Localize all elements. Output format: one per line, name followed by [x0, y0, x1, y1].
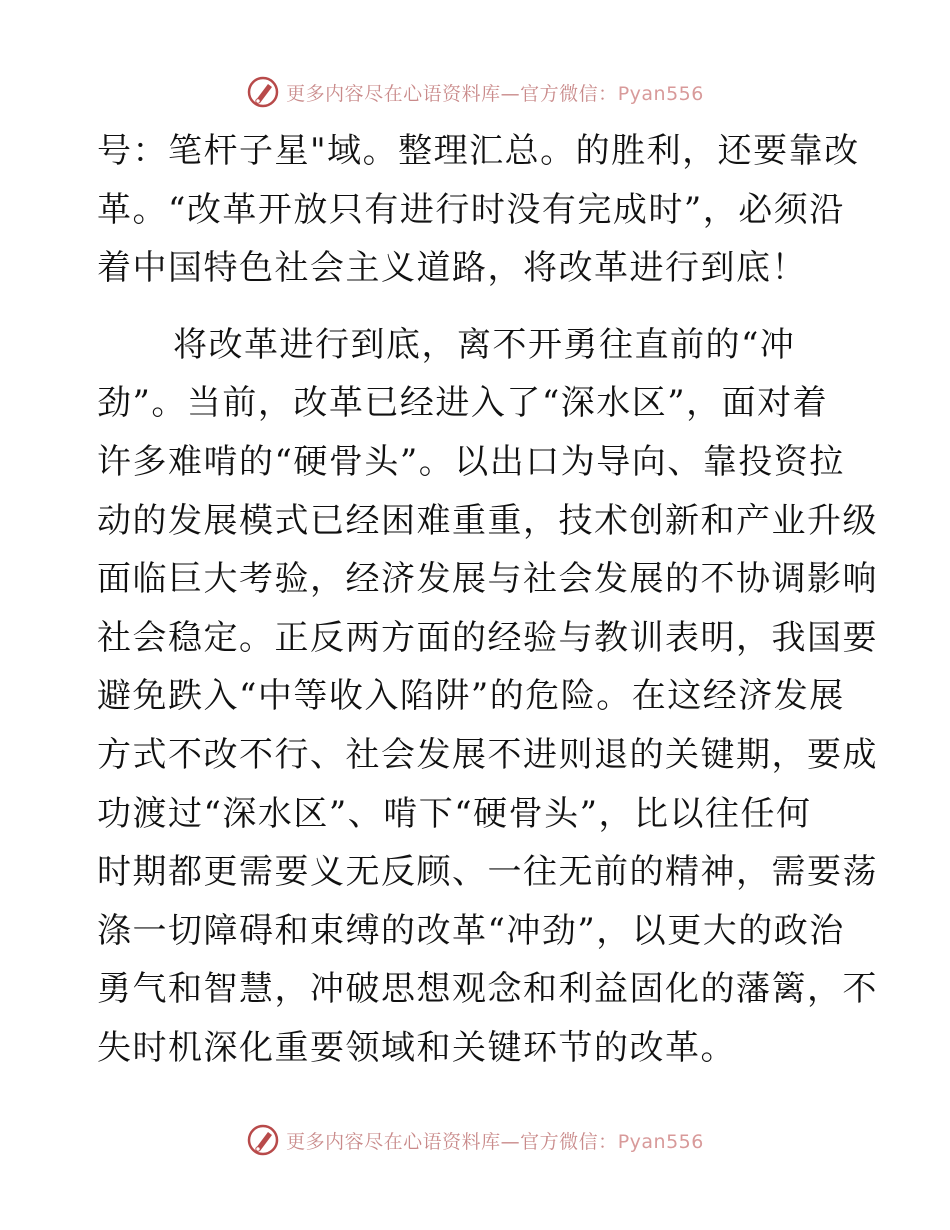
watermark-text: [286, 1127, 704, 1154]
paragraph-line: 功渡过“深水区”、啃下“硬骨头”，比以往任何: [97, 793, 812, 834]
paragraph-line: 革。“改革开放只有进行时没有完成时”，必须沿: [97, 189, 845, 230]
watermark-wechat-id: Pyan556: [617, 82, 704, 105]
watermark-dash: —: [500, 82, 521, 105]
paragraph-line: 号：笔杆子星"域。整理汇总。的胜利，还要靠改: [97, 131, 860, 171]
pen-nib-logo-icon: [246, 75, 280, 109]
paragraph-line: 动的发展模式已经困难重重，技术创新和产业升级: [97, 500, 878, 541]
paragraph-line: 面临巨大考验，经济发展与社会发展的不协调影响: [97, 559, 878, 600]
pen-nib-logo-icon: [246, 1123, 280, 1157]
watermark-dash: —: [500, 1130, 521, 1153]
watermark-wechat-label: 官方微信：: [520, 1130, 618, 1153]
watermark-wechat-id: Pyan556: [617, 1130, 704, 1153]
paragraph-line: 避免跌入“中等收入陷阱”的危险。在这经济发展: [97, 676, 845, 717]
watermark-site-text: 更多内容尽在心语资料库: [286, 82, 501, 105]
paragraph-line: 失时机深化重要领域和关键环节的改革。: [97, 1027, 736, 1068]
paragraph-line: 社会稳定。正反两方面的经验与教训表明，我国要: [97, 617, 878, 658]
paragraph-line: 着中国特色社会主义道路，将改革进行到底！: [97, 248, 807, 289]
header-watermark: [0, 72, 950, 112]
paragraph-line: 许多难啃的“硬骨头”。以出口为导向、靠投资拉: [97, 441, 845, 482]
document-body: [97, 122, 878, 1078]
watermark-wechat-label: 官方微信：: [520, 82, 618, 105]
paragraph-line: 劲”。当前，改革已经进入了“深水区”，面对着: [97, 383, 829, 424]
watermark-site-text: 更多内容尽在心语资料库: [286, 1130, 501, 1153]
paragraph-line: 勇气和智慧，冲破思想观念和利益固化的藩篱，不: [97, 969, 878, 1010]
paragraph-line: 将改革进行到底，离不开勇往直前的“冲: [173, 324, 796, 365]
paragraph-line: 方式不改不行、社会发展不进则退的关键期，要成: [97, 734, 878, 775]
paragraph-1: [97, 122, 860, 298]
watermark-text: [286, 79, 704, 106]
paragraph-line: 时期都更需要义无反顾、一往无前的精神，需要荡: [97, 852, 878, 893]
paragraph-line: 涤一切障碍和束缚的改革“冲劲”，以更大的政治: [97, 910, 845, 951]
footer-watermark: [0, 1120, 950, 1160]
paragraph-2: [97, 316, 878, 1078]
